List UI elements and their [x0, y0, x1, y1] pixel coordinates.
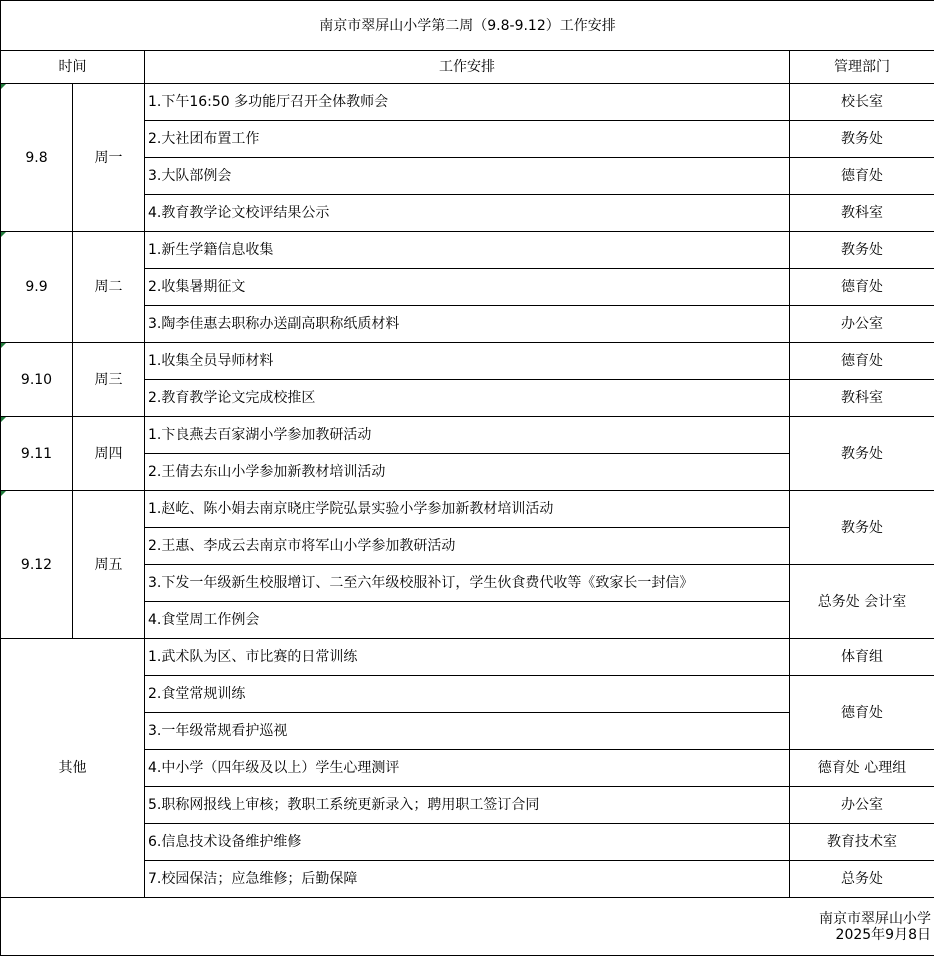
dept-cell: 教务处 — [790, 491, 934, 565]
dept-cell: 德育处 — [790, 158, 934, 195]
corner-mark — [1, 232, 6, 237]
dept-cell: 总务处 — [790, 861, 934, 898]
dept-cell: 校长室 — [790, 84, 934, 121]
task-cell: 1.收集全员导师材料 — [145, 343, 790, 380]
task-cell: 2.食堂常规训练 — [145, 676, 790, 713]
date-cell — [1, 343, 73, 417]
task-cell: 4.教育教学论文校评结果公示 — [145, 195, 790, 232]
task-cell: 3.大队部例会 — [145, 158, 790, 195]
dept-cell: 教务处 — [790, 121, 934, 158]
dept-cell: 教务处 — [790, 417, 934, 491]
date-text: 9.9 — [25, 279, 47, 295]
weekday-cell: 周二 — [73, 232, 145, 343]
task-cell: 4.食堂周工作例会 — [145, 602, 790, 639]
task-cell: 1.下午16:50 多功能厅召开全体教师会 — [145, 84, 790, 121]
date-text: 9.10 — [21, 372, 52, 388]
task-cell: 2.王惠、李成云去南京市将军山小学参加教研活动 — [145, 528, 790, 565]
dept-cell: 教科室 — [790, 380, 934, 417]
dept-cell: 德育处 — [790, 676, 934, 750]
date-text: 9.11 — [21, 446, 52, 462]
dept-cell: 教务处 — [790, 232, 934, 269]
task-cell: 3.陶李佳惠去职称办送副高职称纸质材料 — [145, 306, 790, 343]
footer-school: 南京市翠屏山小学 — [4, 911, 931, 927]
header-time: 时间 — [1, 51, 145, 84]
weekday-cell: 周四 — [73, 417, 145, 491]
header-row — [1, 51, 934, 84]
task-cell: 2.王倩去东山小学参加新教材培训活动 — [145, 454, 790, 491]
footer-date: 2025年9月8日 — [4, 927, 931, 943]
header-dept: 管理部门 — [790, 51, 934, 84]
date-cell — [1, 491, 73, 639]
footer-signature — [1, 898, 934, 956]
task-cell: 3.一年级常规看护巡视 — [145, 713, 790, 750]
page-title: 南京市翠屏山小学第二周（9.8-9.12）工作安排 — [1, 1, 934, 51]
task-cell: 6.信息技术设备维护维修 — [145, 824, 790, 861]
dept-cell: 总务处 会计室 — [790, 565, 934, 639]
table-row — [1, 84, 934, 121]
task-cell: 5.职称网报线上审核；教职工系统更新录入；聘用职工签订合同 — [145, 787, 790, 824]
task-cell: 2.教育教学论文完成校推区 — [145, 380, 790, 417]
table-row — [1, 491, 934, 528]
header-work: 工作安排 — [145, 51, 790, 84]
dept-cell: 教科室 — [790, 195, 934, 232]
date-text: 9.8 — [25, 150, 47, 166]
task-cell: 4.中小学（四年级及以上）学生心理测评 — [145, 750, 790, 787]
task-cell: 3.下发一年级新生校服增订、二至六年级校服补订，学生伙食费代收等《致家长一封信》 — [145, 565, 790, 602]
dept-cell: 办公室 — [790, 306, 934, 343]
table-row — [1, 639, 934, 676]
task-cell: 1.卞良燕去百家湖小学参加教研活动 — [145, 417, 790, 454]
date-cell — [1, 84, 73, 232]
date-cell — [1, 417, 73, 491]
task-cell: 2.大社团布置工作 — [145, 121, 790, 158]
corner-mark — [1, 343, 6, 348]
corner-mark — [1, 417, 6, 422]
corner-mark — [1, 84, 6, 89]
task-cell: 1.赵屹、陈小娟去南京晓庄学院弘景实验小学参加新教材培训活动 — [145, 491, 790, 528]
table-row — [1, 232, 934, 269]
date-cell — [1, 232, 73, 343]
table-row — [1, 343, 934, 380]
table-row — [1, 417, 934, 454]
task-cell: 7.校园保洁；应急维修；后勤保障 — [145, 861, 790, 898]
dept-cell: 办公室 — [790, 787, 934, 824]
weekday-cell: 周一 — [73, 84, 145, 232]
task-cell: 1.武术队为区、市比赛的日常训练 — [145, 639, 790, 676]
dept-cell: 德育处 — [790, 343, 934, 380]
dept-cell: 德育处 — [790, 269, 934, 306]
task-cell: 1.新生学籍信息收集 — [145, 232, 790, 269]
dept-cell: 教育技术室 — [790, 824, 934, 861]
corner-mark — [1, 491, 6, 496]
date-text: 9.12 — [21, 557, 52, 573]
dept-cell: 体育组 — [790, 639, 934, 676]
other-label-cell: 其他 — [1, 639, 145, 898]
dept-cell: 德育处 心理组 — [790, 750, 934, 787]
task-cell: 2.收集暑期征文 — [145, 269, 790, 306]
weekday-cell: 周三 — [73, 343, 145, 417]
weekday-cell: 周五 — [73, 491, 145, 639]
